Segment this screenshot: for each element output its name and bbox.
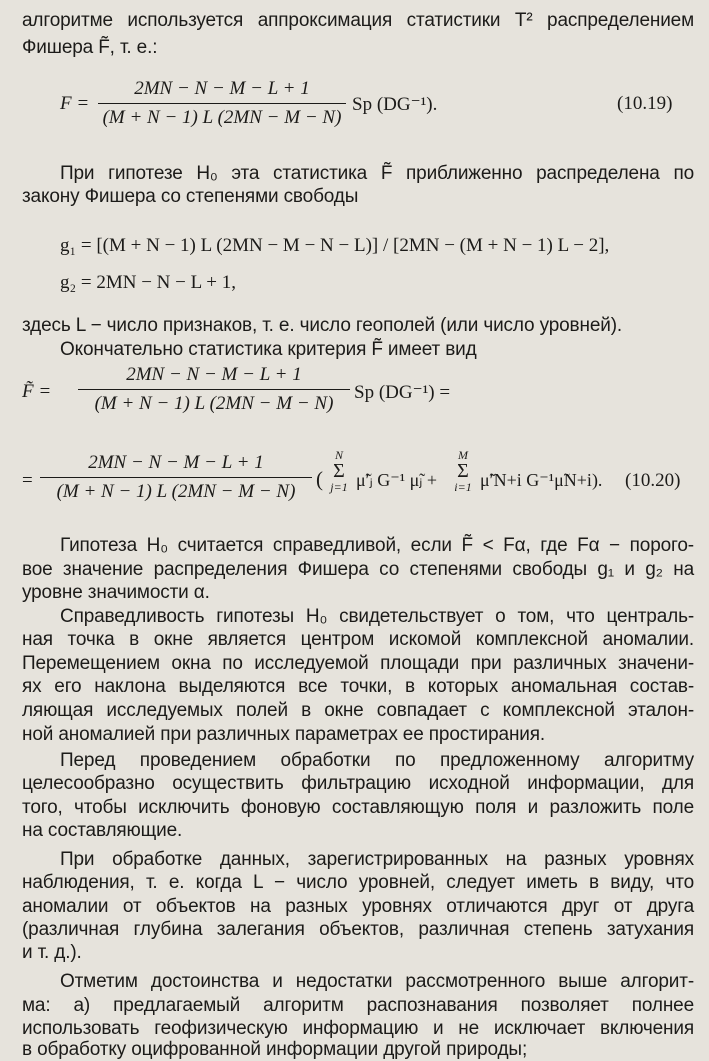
sum-upper-limit: M [458,448,468,462]
text-line: алгоритме используется аппроксимация статистики T² распределением [22,10,694,31]
fraction-denominator: (M + N − 1) L (2MN − M − N) [102,107,342,128]
equation-number: (10.19) [617,93,673,114]
fraction-numerator: 2MN − N − M − L + 1 [88,452,264,473]
text-line: (различная глубина залегания объектов, различная степень затухания [22,919,694,940]
text-line: Фишера F̃, т. е.: [22,37,158,58]
text-line: уровне значимости α. [22,582,210,603]
text-line: ма: а) предлагаемый алгоритм распознавания позволяет полнее [22,995,694,1016]
text-line: аномалии от объектов на разных уровнях отличаются друг от друга [22,896,694,917]
text-line: ной аномалией при различных параметрах ее простирания. [22,724,546,745]
summation-j [328,448,350,494]
text-line: того, чтобы исключить фоновую составляющую поля и разложить поле [22,797,694,818]
text-line: на составляющие. [22,820,183,841]
fraction-numerator: 2MN − N − M − L + 1 [134,78,310,99]
fraction-numerator: 2MN − N − M − L + 1 [126,364,302,385]
text-line: вое значение распределения Фишера со степенями свободы g₁ и g₂ на [22,559,694,580]
equation-lhs: F = [60,93,90,114]
equation-number: (10.20) [625,470,681,491]
text-line: наблюдения, т. е. когда L − число уровней, следует иметь в виду, что [22,872,694,893]
text-line: здесь L − число признаков, т. е. число геополей (или число уровней). [22,315,623,336]
text-line: При гипотезе H₀ эта статистика F̃ приближенно распределена по [60,163,694,184]
text-line: Перед проведением обработки по предложенному алгоритму [60,750,694,771]
sum-lower-limit: i=1 [454,480,472,494]
sum-term-1: μ̃′ⱼ G⁻¹ μ̃ⱼ + [356,470,438,490]
formula-g2: g₂ = 2MN − N − L + 1, [60,272,236,293]
equation-tail: Sp (DG⁻¹). [352,94,438,115]
equation-lhs: F̃ = [22,381,52,402]
equation-tail: Sp (DG⁻¹) = [354,382,451,403]
text-line: и т. д.). [22,942,82,963]
equation-fraction [40,452,312,503]
text-line: в обработку оцифрованной информации другой природы; [22,1039,528,1060]
formula-g1: g₁ = [(M + N − 1) L (2MN − M − N − L)] / [2MN − (M + N − 1) L − 2], [60,235,610,256]
equation-fraction [98,78,346,129]
sigma-symbol: Σ [333,460,345,482]
text-line: ная точка в окне является центром искомой комплексной аномалии. [22,629,694,650]
sum-upper-limit: N [334,448,343,462]
text-line: Справедливость гипотезы H₀ свидетельствует о том, что централь- [60,606,694,627]
text-line: закону Фишера со степенями свободы [22,186,359,207]
text-line: Гипотеза H₀ считается справедливой, если F̃ < Fα, где Fα − порого- [60,535,694,556]
text-line: Окончательно статистика критерия F̃ имеет вид [60,339,477,360]
equation-fraction [78,364,350,415]
text-line: использовать геофизическую информацию и не исключает включения [22,1018,694,1039]
text-line: ляющая исследуемых полей в окне совпадает с комплексной эталон- [22,700,694,721]
summation-i [452,448,474,494]
sum-term-2: μ̃′N+i G⁻¹μ̃N+i). [480,470,603,490]
text-line: При обработке данных, зарегистрированных на разных уровнях [60,849,694,870]
text-line: Отметим достоинства и недостатки рассмотренного выше алгорит- [60,971,694,992]
equation-equals: = [22,470,33,491]
equation-open-paren: ( [316,467,323,491]
sum-lower-limit: j=1 [330,480,348,494]
text-line: Перемещением окна по исследуемой площади при различных значени- [22,653,694,674]
text-line: ях его наклона выделяются все точки, в которых аномальная состав- [22,676,694,697]
text-line: целесообразно осуществить фильтрацию исходной информации, для [22,773,694,794]
fraction-denominator: (M + N − 1) L (2MN − M − N) [94,393,334,414]
sigma-symbol: Σ [457,460,469,482]
fraction-denominator: (M + N − 1) L (2MN − M − N) [56,481,296,502]
